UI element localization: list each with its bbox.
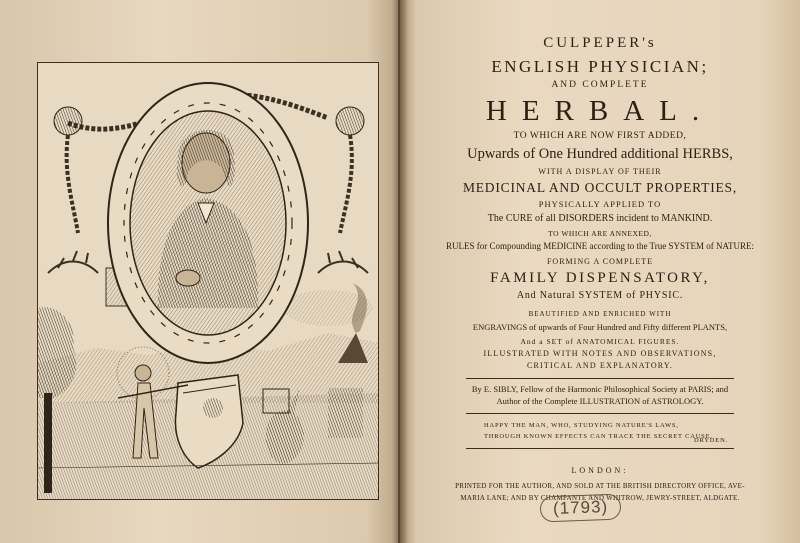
- subtitle-cure: The CURE of all DISORDERS incident to MANKIND.: [487, 212, 713, 224]
- divider-rule: [466, 448, 734, 449]
- motto-line-1: HAPPY THE MAN, WHO, STUDYING NATURE'S LAWS,: [484, 422, 679, 429]
- title-page-text: [404, 30, 796, 502]
- frontispiece-engraving: [37, 62, 379, 500]
- imprint-line-2: MARIA LANE; AND BY CHAMPANTE AND WHITROW, JEWRY-STREET, ALDGATE.: [460, 494, 740, 502]
- imprint-place: LONDON:: [571, 466, 629, 475]
- title-herbal: HERBAL.: [485, 94, 715, 127]
- subtitle-beautified: BEAUTIFIED AND ENRICHED WITH: [528, 310, 672, 318]
- motto-attribution: DRYDEN.: [694, 437, 728, 444]
- title-and-complete: AND COMPLETE: [551, 80, 649, 90]
- title-culpepers: CULPEPER's: [543, 35, 657, 51]
- subtitle-first-added: TO WHICH ARE NOW FIRST ADDED,: [513, 130, 687, 141]
- subtitle-illustrated: ILLUSTRATED WITH NOTES AND OBSERVATIONS,: [483, 349, 717, 358]
- subtitle-physic: And Natural SYSTEM of PHYSIC.: [516, 290, 684, 301]
- subtitle-display: WITH A DISPLAY OF THEIR: [538, 166, 662, 176]
- subtitle-critical: CRITICAL AND EXPLANATORY.: [526, 361, 674, 370]
- divider-rule: [466, 378, 734, 379]
- engraving-illustration: [38, 63, 379, 500]
- subtitle-anatomical: And a SET of ANATOMICAL FIGURES.: [520, 336, 680, 346]
- subtitle-additional-herbs: Upwards of One Hundred additional HERBS,: [467, 146, 733, 162]
- subtitle-rules: RULES for Compounding MEDICINE according to the True SYSTEM of NATURE:: [446, 241, 754, 251]
- motto-block: [466, 422, 734, 444]
- title-english-physician: ENGLISH PHYSICIAN;: [491, 57, 709, 76]
- subtitle-annexed: TO WHICH ARE ANNEXED,: [548, 228, 652, 238]
- subtitle-applied: PHYSICALLY APPLIED TO: [538, 199, 662, 209]
- imprint-line-1: PRINTED FOR THE AUTHOR, AND SOLD AT THE BRITISH DIRECTORY OFFICE, AVE-: [455, 482, 745, 490]
- author-line-1: By E. SIBLY, Fellow of the Harmonic Philosophical Society at PARIS; and: [471, 384, 729, 394]
- motto-line-2: THROUGH KNOWN EFFECTS CAN TRACE THE SECRET CAUSE.: [484, 432, 713, 440]
- divider-rule: [466, 413, 734, 414]
- subtitle-engravings: ENGRAVINGS of upwards of Four Hundred and Fifty different PLANTS,: [472, 322, 728, 332]
- subtitle-dispensatory: FAMILY DISPENSATORY,: [490, 270, 710, 286]
- author-line-2: Author of the Complete ILLUSTRATION of ASTROLOGY.: [496, 395, 704, 406]
- handwritten-date-note: (1793): [540, 494, 622, 523]
- subtitle-properties: MEDICINAL AND OCCULT PROPERTIES,: [462, 179, 738, 195]
- subtitle-forming: FORMING A COMPLETE: [546, 257, 653, 266]
